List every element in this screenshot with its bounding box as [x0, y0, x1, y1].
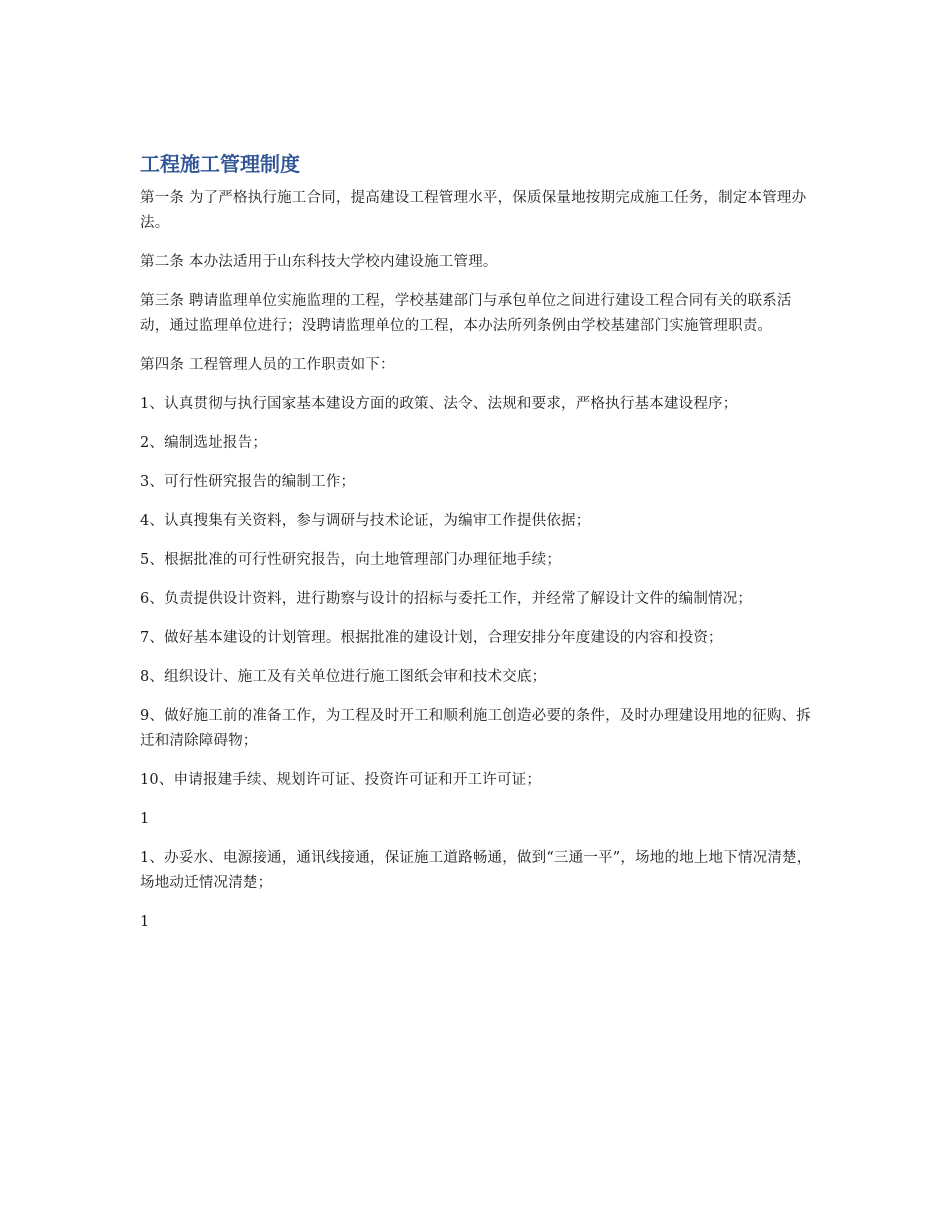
duty-item-4: 4、认真搜集有关资料，参与调研与技术论证，为编审工作提供依据； — [140, 513, 591, 529]
duty-item-5: 5、根据批准的可行性研究报告，向土地管理部门办理征地手续； — [140, 552, 562, 568]
duty-item-3: 3、可行性研究报告的编制工作； — [140, 474, 356, 490]
duty-item-10: 10、申请报建手续、规划许可证、投资许可证和开工许可证； — [140, 772, 542, 788]
article-1: 第一条 为了严格执行施工合同，提高建设工程管理水平，保质保量地按期完成施工任务，制定本管理办法。 — [140, 190, 807, 231]
article-4: 第四条 工程管理人员的工作职责如下： — [140, 357, 395, 373]
duty-item-9: 9、做好施工前的准备工作，为工程及时开工和顺利施工创造必要的条件，及时办理建设用地的征购、拆迁和清除障碍物； — [140, 708, 811, 749]
duty-item-7: 7、做好基本建设的计划管理。根据批准的建设计划，合理安排分年度建设的内容和投资； — [140, 630, 723, 646]
article-3: 第三条 聘请监理单位实施监理的工程，学校基建部门与承包单位之间进行建设工程合同有关的联系活动，通过监理单位进行；没聘请监理单位的工程，本办法所列条例由学校基建部门实施管理职责。 — [140, 293, 792, 334]
sub-item-1: 1、办妥水、电源接通，通讯线接通，保证施工道路畅通，做到“三通一平”，场地的地上地下情况清楚，场地动迁情况清楚； — [140, 850, 812, 891]
duty-item-2: 2、编制选址报告； — [140, 435, 268, 451]
duty-item-1: 1、认真贯彻与执行国家基本建设方面的政策、法令、法规和要求，严格执行基本建设程序； — [140, 396, 738, 412]
stray-number-line: 1 — [140, 914, 150, 930]
stray-number-line: 1 — [140, 811, 150, 827]
duty-item-6: 6、负责提供设计资料，进行勘察与设计的招标与委托工作，并经常了解设计文件的编制情况； — [140, 591, 753, 607]
duty-item-8: 8、组织设计、施工及有关单位进行施工图纸会审和技术交底； — [140, 669, 547, 685]
document-title: 工程施工管理制度 — [140, 152, 300, 176]
document-body — [140, 148, 815, 949]
article-2: 第二条 本办法适用于山东科技大学校内建设施工管理。 — [140, 254, 498, 270]
